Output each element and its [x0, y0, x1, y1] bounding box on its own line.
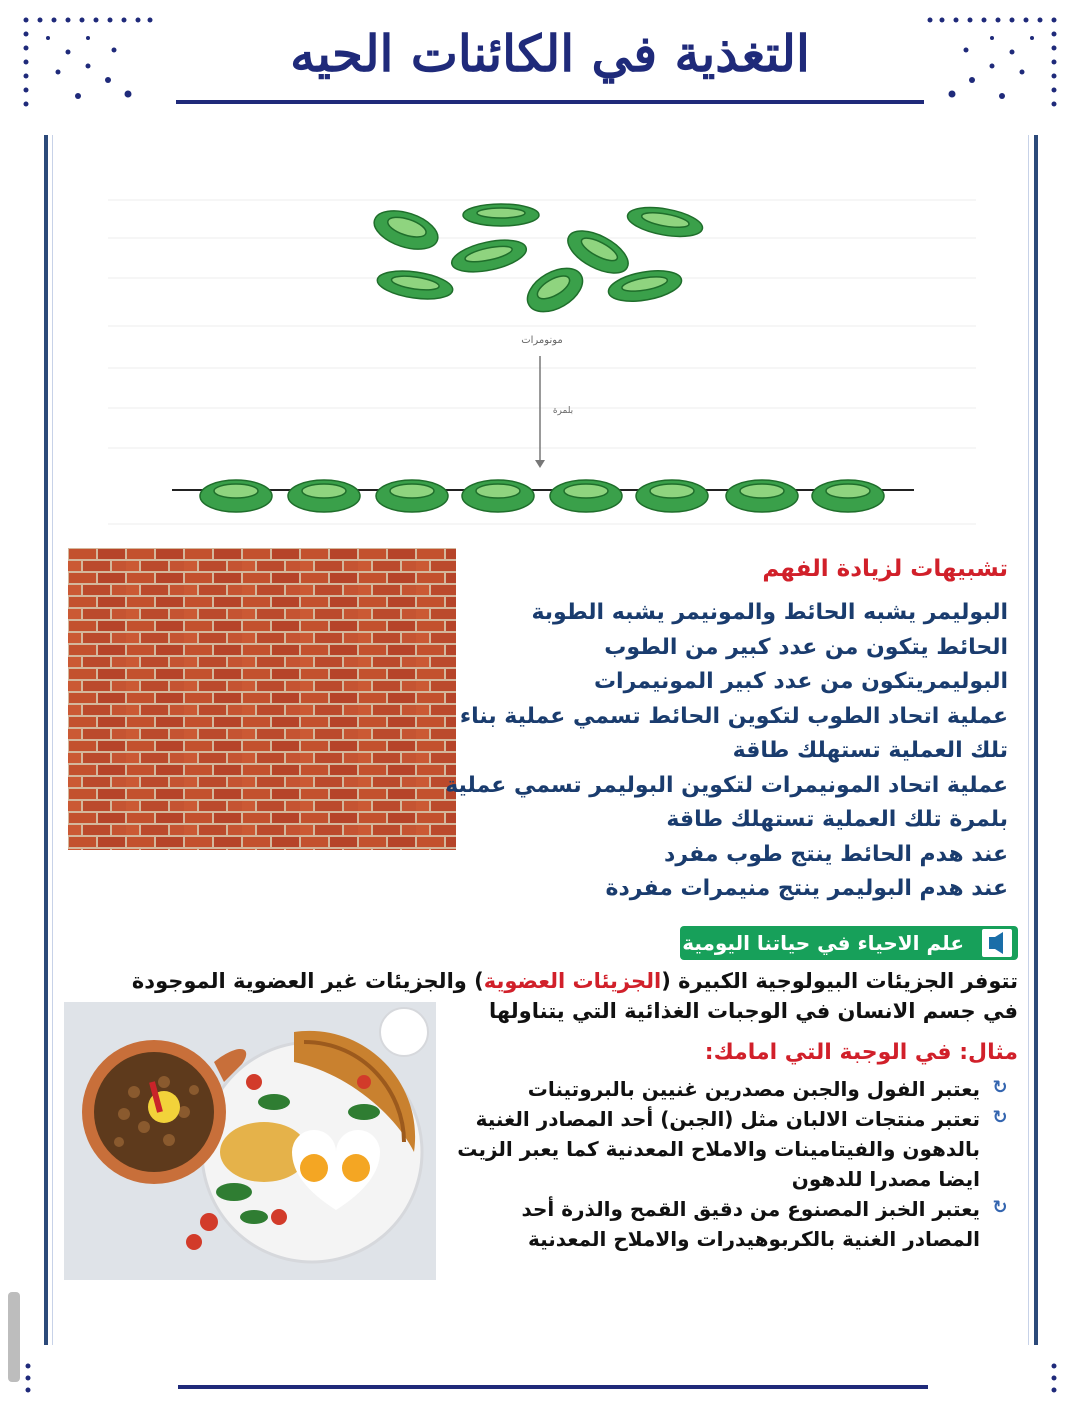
list-item	[440, 1104, 1010, 1194]
example-text: تعتبر منتجات الالبان مثل (الجبن) أحد المصادر الغنية بالدهون والفيتامينات والاملاح المعدنية كما يعبر الزيت ايضا مصدرا للدهون	[457, 1107, 980, 1191]
daily-life-tag-label: علم الاحياء في حياتنا اليومية	[682, 931, 964, 955]
page-title: التغذية في الكائنات الحيه	[290, 24, 810, 83]
list-item	[440, 1074, 1010, 1104]
refresh-arrow-icon: ↻	[992, 1077, 1008, 1098]
corner-ornament-bottom-left	[20, 1360, 40, 1396]
refresh-arrow-icon: ↻	[992, 1197, 1008, 1218]
list-item: عند هدم البوليمر ينتج منيمرات مفردة	[605, 876, 1008, 901]
scrollbar-thumb[interactable]	[8, 1292, 20, 1382]
list-item: عملية اتحاد المونيمرات لتكوين البوليمر تسمي عملية	[445, 772, 1008, 798]
list-item	[440, 1194, 1010, 1254]
corner-ornament-top-left	[18, 14, 158, 114]
breakfast-meal-photo	[64, 1002, 436, 1280]
analogies-list	[445, 596, 1008, 907]
example-text: يعتبر الفول والجبن مصدرين غنيين بالبروتينات	[527, 1077, 980, 1101]
title-underline	[176, 100, 924, 104]
list-item: بلمرة تلك العملية تستهلك طاقة	[666, 807, 1008, 832]
brick-wall-image	[68, 548, 456, 850]
analogies-heading: تشبيهات لزيادة الفهم	[762, 556, 1008, 582]
list-item: عملية اتحاد الطوب لتكوين الحائط تسمي عملية بناء	[459, 703, 1008, 729]
polymerization-diagram	[108, 198, 976, 528]
right-border-line	[1034, 135, 1038, 1345]
list-item: البوليمريتكون من عدد كبير المونيمرات	[593, 669, 1008, 694]
example-text: يعتبر الخبز المصنوع من دقيق القمح والذرة أحد المصادر الغنية بالكربوهيدرات والاملاح المعدنية	[521, 1197, 980, 1251]
left-border-line	[44, 135, 48, 1345]
example-heading: مثال: في الوجبة التي امامك:	[704, 1040, 1018, 1065]
free-monomers	[369, 203, 704, 321]
monomers-label: مونومرات	[521, 335, 563, 346]
intro-text-part1: تتوفر الجزيئات البيولوجية الكبيرة (	[661, 969, 1018, 993]
examples-list	[440, 1074, 1010, 1254]
daily-life-section-tag	[680, 926, 1018, 960]
speaker-icon	[982, 929, 1012, 957]
corner-ornament-top-right	[922, 14, 1062, 114]
corner-ornament-bottom-right	[1044, 1360, 1064, 1396]
intro-text-part2: ) والجزيئات غير العضوية الموجودة في جسم الانسان في الوجبات الغذائية التي يتناولها	[131, 969, 1018, 1023]
list-item: عند هدم الحائط ينتج طوب مفرد	[664, 841, 1008, 867]
left-border-thin-line	[52, 135, 53, 1345]
right-border-thin-line	[1028, 135, 1029, 1345]
list-item: البوليمر يشبه الحائط والمونيمر يشبه الطوبة	[531, 600, 1008, 625]
intro-highlight: الجزيئات العضوية	[483, 969, 662, 993]
polymerization-label: بلمرة	[552, 406, 574, 416]
list-item: الحائط يتكون من عدد كبير من الطوب	[604, 634, 1008, 660]
refresh-arrow-icon: ↻	[992, 1107, 1008, 1128]
list-item: تلك العملية تستهلك طاقة	[732, 738, 1008, 763]
bottom-rule	[178, 1385, 928, 1389]
polymer-chain	[200, 480, 884, 512]
